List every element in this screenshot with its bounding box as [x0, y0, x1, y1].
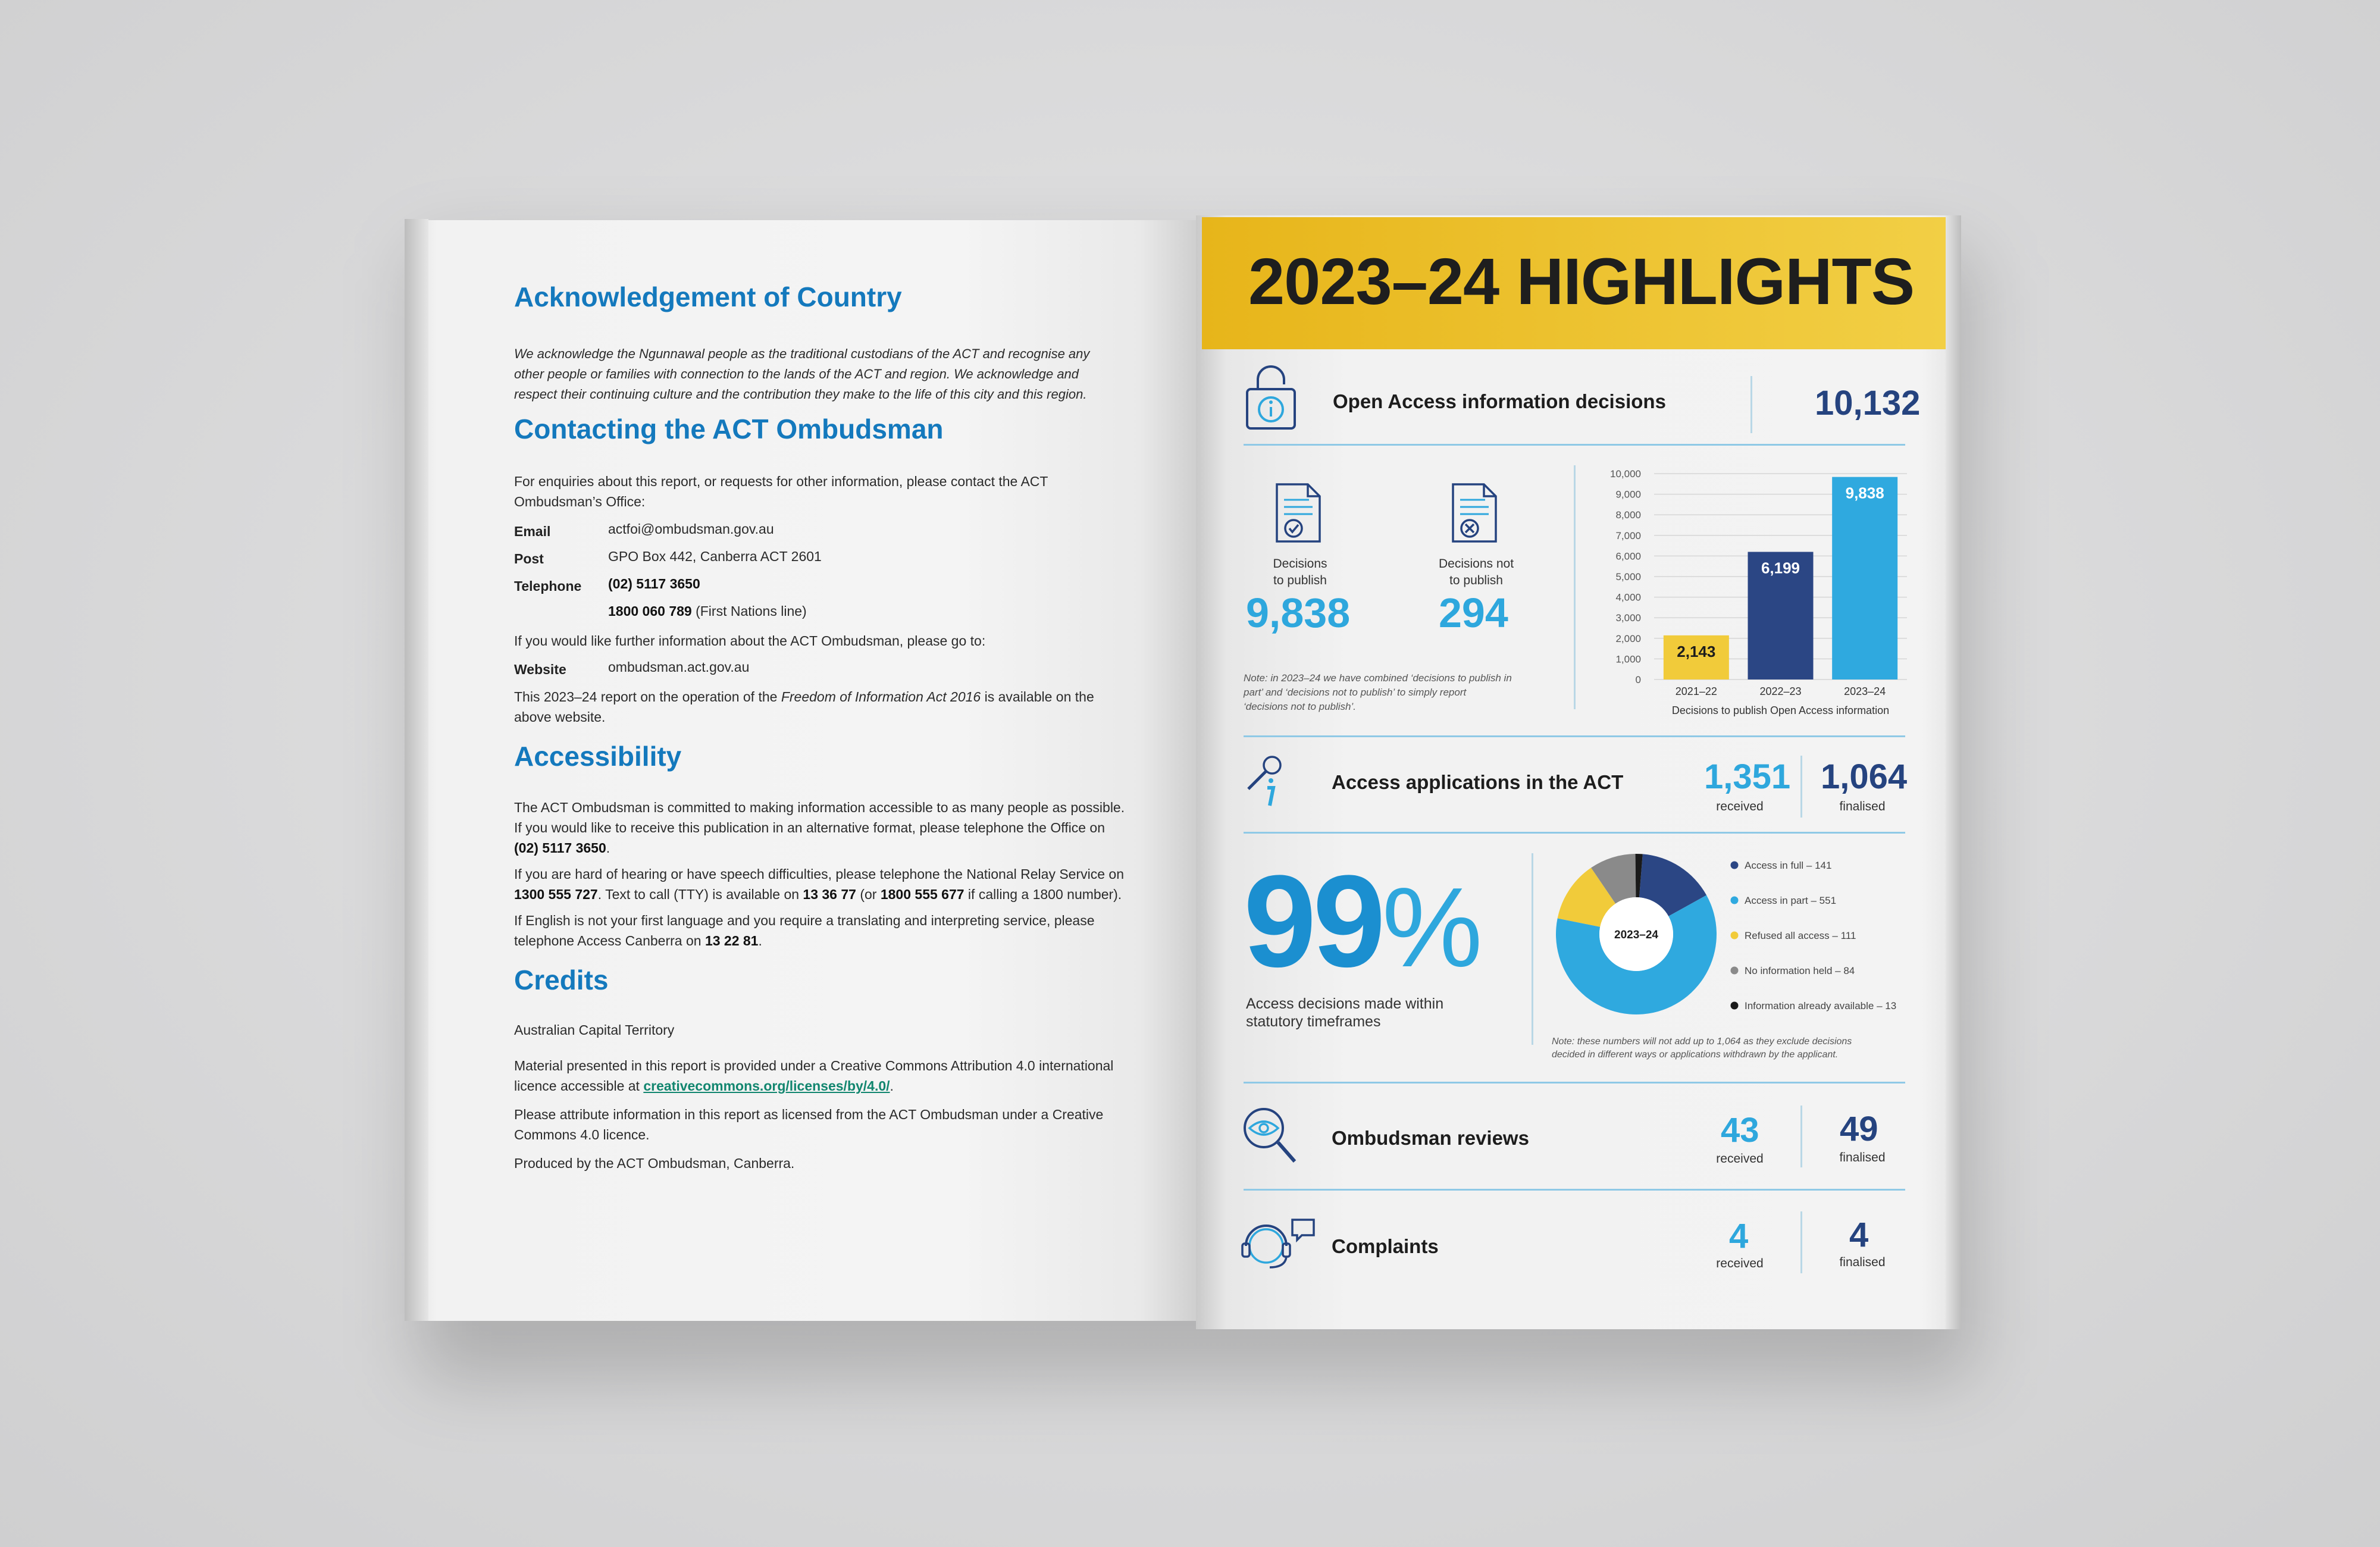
received-label: received — [1716, 1257, 1764, 1270]
report-text: is available on the — [981, 689, 1094, 704]
applications-finalised: 1,064 — [1821, 757, 1908, 796]
credits-produced: Produced by the ACT Ombudsman, Canberra. — [514, 1155, 795, 1171]
not-publish-caption — [1414, 556, 1539, 589]
open-access-title: Open Access information decisions — [1333, 390, 1666, 412]
section-divider — [1244, 735, 1905, 737]
divider — [1800, 1106, 1802, 1167]
credits-attribution — [514, 1104, 1103, 1145]
y-tick-label: 4,000 — [1615, 591, 1641, 603]
document-check-icon — [1273, 482, 1323, 544]
legend-label: Access in part – 551 — [1745, 895, 1837, 906]
tty-1800-number: 1800 555 677 — [880, 887, 964, 902]
left-page-edge — [405, 219, 428, 1321]
credits-licence — [514, 1056, 1113, 1096]
para-text: licence accessible at — [514, 1078, 644, 1094]
report-text: This 2023–24 report on the operation of the — [514, 689, 781, 704]
para-line: If English is not your first language and you require a translating and interpreting service, please — [514, 913, 1095, 928]
x-tick-label: 2021–22 — [1675, 685, 1717, 697]
caption-line: to publish — [1449, 574, 1503, 587]
first-nations-note: (First Nations line) — [696, 603, 807, 619]
legend-swatch — [1731, 932, 1739, 940]
bar-value-label: 6,199 — [1761, 559, 1800, 577]
y-tick-label: 0 — [1635, 674, 1641, 685]
timeliness-caption — [1246, 995, 1443, 1031]
note-line: decided in different ways or applications withdrawn by the applicant. — [1552, 1050, 1839, 1060]
report-line: above website. — [514, 709, 606, 725]
access-applications-title: Access applications in the ACT — [1332, 771, 1624, 793]
not-publish-value: 294 — [1439, 590, 1508, 636]
access-canberra-number: 13 22 81 — [704, 933, 759, 948]
y-tick-label: 6,000 — [1615, 550, 1641, 562]
finalised-label: finalised — [1839, 1151, 1886, 1164]
y-tick-label: 10,000 — [1610, 468, 1641, 480]
legend-swatch — [1731, 1002, 1739, 1010]
y-tick-label: 5,000 — [1615, 571, 1641, 583]
caption-line: Decisions not — [1438, 557, 1514, 571]
credits-title: Credits — [514, 964, 609, 995]
ack-title: Acknowledgement of Country — [514, 281, 902, 312]
applications-received: 1,351 — [1704, 757, 1791, 796]
y-tick-label: 3,000 — [1615, 612, 1641, 624]
complaints-title: Complaints — [1332, 1235, 1439, 1257]
bar-value-label: 9,838 — [1845, 484, 1884, 502]
finalised-label: finalised — [1839, 1255, 1886, 1269]
para-line: The ACT Ombudsman is committed to making information accessible to as many people as possible. — [514, 800, 1125, 815]
x-axis-label: Decisions to publish Open Access information — [1671, 704, 1890, 716]
para-line: telephone Access Canberra on 13 22 81. — [514, 933, 762, 948]
section-divider — [1244, 1082, 1905, 1083]
telephone-value: (02) 5117 3650 — [608, 576, 700, 591]
received-label: received — [1716, 800, 1764, 813]
contact-intro-line: For enquiries about this report, or requests for other information, please contact the ACT — [514, 474, 1048, 489]
para-text: telephone Access Canberra on — [514, 933, 705, 948]
contact-intro — [514, 471, 1048, 512]
legend-label: Information already available – 13 — [1745, 1000, 1897, 1012]
x-tick-label: 2022–23 — [1759, 685, 1802, 697]
y-tick-label: 2,000 — [1615, 632, 1641, 644]
tty-number: 13 36 77 — [803, 887, 856, 902]
donut-note — [1552, 1035, 1852, 1061]
para-text: . Text to call (TTY) is available on — [597, 887, 803, 902]
divider — [1574, 465, 1576, 709]
finalised-label: finalised — [1839, 800, 1886, 813]
document-cross-icon — [1449, 482, 1499, 544]
ack-line: We acknowledge the Ngunnawal people as the traditional custodians of the ACT and recognise any — [514, 346, 1090, 361]
open-access-note — [1244, 671, 1512, 714]
caption-line: to publish — [1273, 574, 1327, 587]
contact-intro-line: Ombudsman’s Office: — [514, 494, 646, 509]
caption-line: Decisions — [1273, 557, 1327, 571]
email-value[interactable]: actfoi@ombudsman.gov.au — [608, 521, 774, 537]
divider — [1800, 756, 1802, 818]
received-label: received — [1716, 1152, 1764, 1166]
divider — [1750, 376, 1752, 433]
telephone-label: Telephone — [514, 578, 582, 594]
y-tick-label: 9,000 — [1615, 488, 1641, 500]
x-tick-label: 2023–24 — [1844, 685, 1886, 697]
donut-center-label: 2023–24 — [1614, 929, 1658, 941]
office-phone: (02) 5117 3650 — [514, 840, 606, 856]
para-line: If you would like to receive this publication in an alternative format, please telephone the Office on — [514, 820, 1105, 835]
note-line: Note: in 2023–24 we have combined ‘decisions to publish in — [1244, 672, 1512, 684]
divider — [1532, 853, 1533, 1045]
legend-swatch — [1731, 862, 1739, 869]
y-tick-label: 7,000 — [1615, 530, 1641, 541]
para-line — [514, 884, 1124, 904]
ack-line: respect their continuing culture and the contribution they make to the life of this city and this region. — [514, 387, 1087, 402]
open-access-total: 10,132 — [1815, 384, 1921, 422]
complaints-received: 4 — [1729, 1217, 1749, 1255]
donut-chart — [1547, 839, 1916, 1029]
reviews-finalised: 49 — [1840, 1110, 1878, 1148]
y-tick-label: 1,000 — [1615, 653, 1641, 665]
post-value: GPO Box 442, Canberra ACT 2601 — [608, 549, 822, 564]
contact-title: Contacting the ACT Ombudsman — [514, 414, 944, 444]
para-text: if calling a 1800 number). — [964, 887, 1122, 902]
first-nations-number: 1800 060 789 — [608, 603, 692, 619]
headset-chat-icon — [1240, 1216, 1317, 1271]
act-name: Freedom of Information Act 2016 — [781, 689, 981, 704]
post-label: Post — [514, 551, 544, 566]
note-line: ‘decisions not to publish’. — [1244, 701, 1357, 712]
para-text: (or — [856, 887, 881, 902]
eye-magnifier-icon — [1241, 1106, 1298, 1169]
legend-label: No information held – 84 — [1745, 965, 1855, 976]
section-divider — [1244, 444, 1905, 446]
relay-number: 1300 555 727 — [514, 887, 598, 902]
section-divider — [1244, 832, 1905, 834]
highlights-title: 2023–24 HIGHLIGHTS — [1248, 245, 1915, 318]
note-line: part’ and ‘decisions not to publish’ to simply report — [1244, 687, 1467, 698]
para-line: licence accessible at creativecommons.org/licenses/by/4.0/. — [514, 1078, 894, 1094]
ack-text — [514, 344, 1089, 405]
accessibility-para-2 — [514, 864, 1124, 904]
bar-chart — [1583, 458, 1916, 726]
legend-label: Access in full – 141 — [1745, 860, 1832, 871]
publish-value: 9,838 — [1246, 590, 1351, 636]
bar-value-label: 2,143 — [1677, 642, 1716, 660]
caption-line: Access decisions made within — [1246, 995, 1444, 1012]
legend-swatch — [1731, 897, 1739, 904]
accessibility-para-1 — [514, 797, 1125, 858]
report-availability — [514, 687, 1094, 727]
para-line: (02) 5117 3650. — [514, 840, 610, 856]
para-line: Please attribute information in this report as licensed from the ACT Ombudsman under a Creative — [514, 1107, 1104, 1122]
para-line: Commons 4.0 licence. — [514, 1127, 650, 1142]
report-line — [514, 687, 1094, 707]
divider — [1800, 1211, 1802, 1273]
caption-line: statutory timeframes — [1246, 1013, 1381, 1030]
credits-line-1: Australian Capital Territory — [514, 1022, 675, 1038]
timeliness-value: 99 — [1244, 848, 1382, 994]
para-line: If you are hard of hearing or have speech difficulties, please telephone the National Relay Service on — [514, 866, 1124, 882]
para-line: Material presented in this report is provided under a Creative Commons Attribution 4.0 international — [514, 1058, 1114, 1073]
complaints-finalised: 4 — [1849, 1216, 1869, 1254]
licence-link[interactable]: creativecommons.org/licenses/by/4.0/ — [643, 1078, 890, 1094]
email-label: Email — [514, 524, 551, 539]
further-info: If you would like further information about the ACT Ombudsman, please go to: — [514, 633, 986, 649]
section-divider — [1244, 1189, 1905, 1191]
accessibility-para-3 — [514, 910, 1095, 951]
y-tick-label: 8,000 — [1615, 509, 1641, 521]
accessibility-title: Accessibility — [514, 741, 682, 772]
publish-caption — [1238, 556, 1363, 589]
reviews-title: Ombudsman reviews — [1332, 1127, 1529, 1149]
padlock-info-icon — [1244, 364, 1298, 431]
reviews-received: 43 — [1721, 1111, 1759, 1150]
website-label: Website — [514, 662, 566, 677]
website-value[interactable]: ombudsman.act.gov.au — [608, 659, 750, 675]
legend-swatch — [1731, 967, 1739, 975]
bar — [1832, 477, 1897, 679]
info-search-icon — [1244, 753, 1291, 808]
ack-line: other people or families with connection to the lands of the ACT and region. We acknowledge and — [514, 367, 1079, 381]
note-line: Note: these numbers will not add up to 1,064 as they exclude decisions — [1552, 1036, 1852, 1047]
percent-symbol: % — [1382, 865, 1483, 991]
legend-label: Refused all access – 111 — [1745, 930, 1856, 941]
right-page-edge — [1946, 215, 1961, 1329]
telephone-first-nations — [608, 603, 807, 619]
